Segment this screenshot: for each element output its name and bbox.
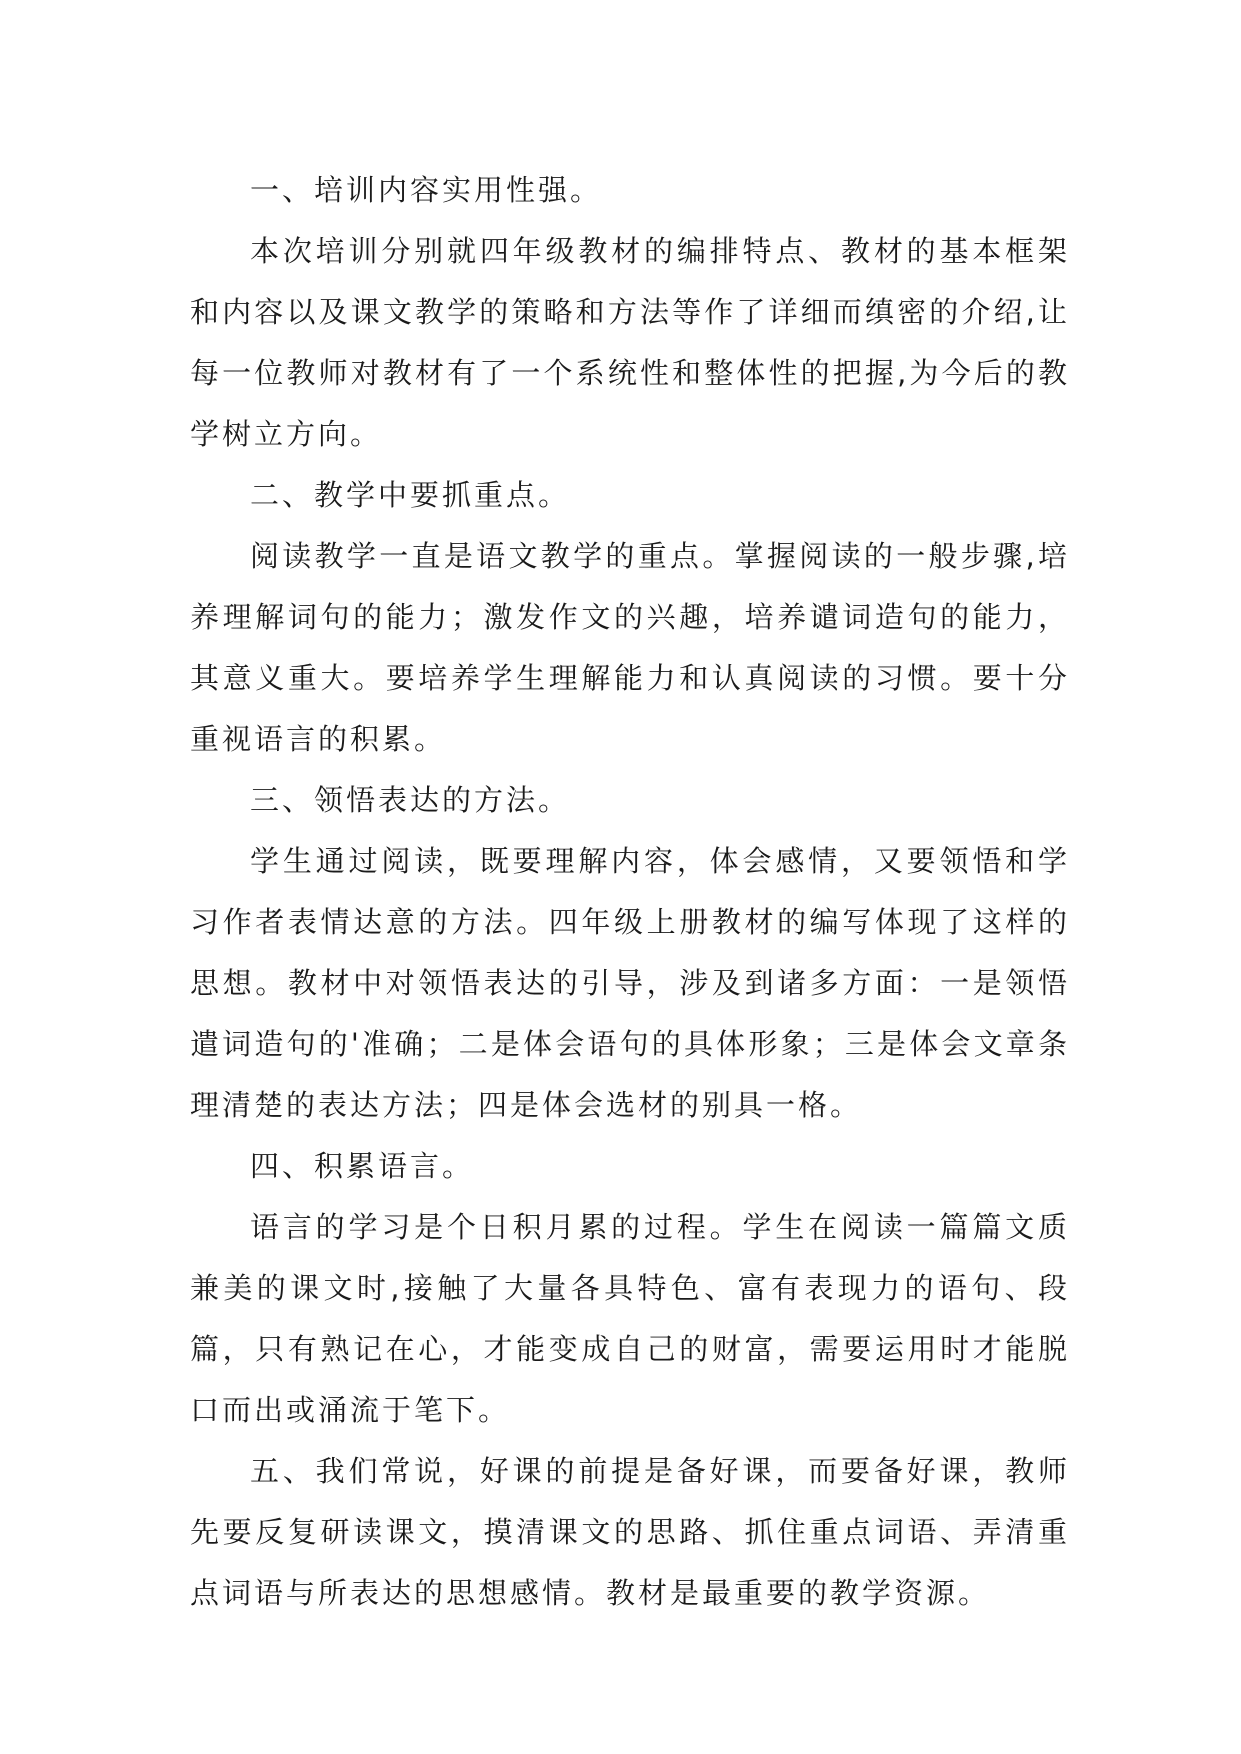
section-paragraph-1: 本次培训分别就四年级教材的编排特点、教材的基本框架和内容以及课文教学的策略和方法等作了详细而缜密的介绍,让每一位教师对教材有了一个系统性和整体性的把握,为今后的教学树立方向。 <box>190 234 1070 451</box>
section-paragraph-2: 阅读教学一直是语文教学的重点。掌握阅读的一般步骤,培养理解词句的能力；激发作文的兴趣，培养谴词造句的能力，其意义重大。要培养学生理解能力和认真阅读的习惯。要十分重视语言的积累。 <box>190 539 1070 756</box>
section-heading-2: 二、教学中要抓重点。 <box>250 478 571 512</box>
section-paragraph-5: 五、我们常说，好课的前提是备好课，而要备好课，教师先要反复研读课文，摸清课文的思路、抓住重点词语、弄清重点词语与所表达的思想感情。教材是最重要的教学资源。 <box>190 1454 1070 1610</box>
section-paragraph-4: 语言的学习是个日积月累的过程。学生在阅读一篇篇文质兼美的课文时,接触了大量各具特色、富有表现力的语句、段篇，只有熟记在心，才能变成自己的财富，需要运用时才能脱口而出或涌流于笔下。 <box>190 1210 1070 1427</box>
section-heading-3: 三、领悟表达的方法。 <box>250 783 571 817</box>
section-heading-1: 一、培训内容实用性强。 <box>250 173 603 207</box>
document-body <box>190 160 1070 1624</box>
section-heading-4: 四、积累语言。 <box>250 1149 475 1183</box>
section-paragraph-3: 学生通过阅读，既要理解内容，体会感情，又要领悟和学习作者表情达意的方法。四年级上册教材的编写体现了这样的思想。教材中对领悟表达的引导，涉及到诸多方面：一是领悟遣词造句的'准确；二是体会语句的具体形象；三是体会文章条理清楚的表达方法；四是体会选材的别具一格。 <box>190 844 1070 1122</box>
